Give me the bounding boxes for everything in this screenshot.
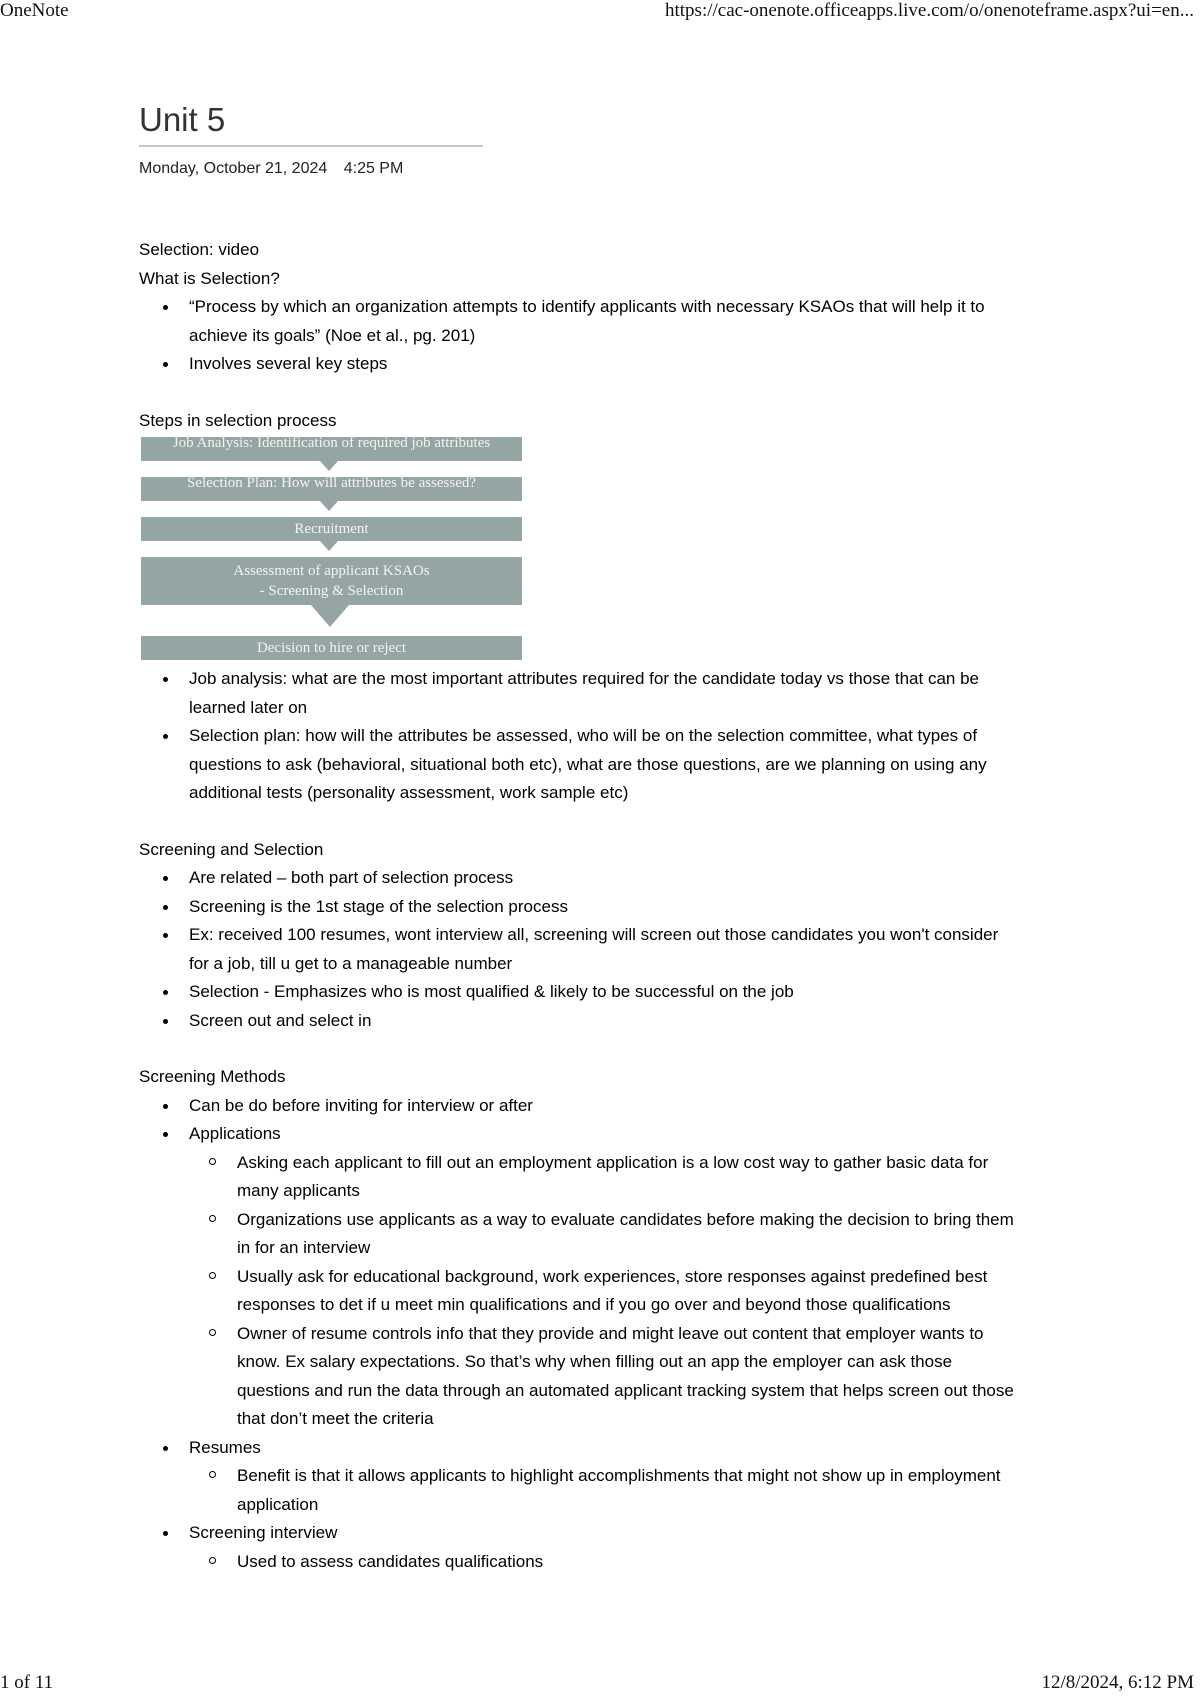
heading-steps: Steps in selection process [139,410,337,430]
heading-screening-methods: Screening Methods [139,1067,286,1086]
flow-arrow-down-icon [320,501,338,511]
list-item-resumes [139,1434,1019,1520]
flow-step-assessment-line2: - Screening & Selection [259,583,404,599]
what-is-list [139,293,1019,379]
list-item-applications [139,1120,1019,1434]
flow-step-selection-plan: Selection Plan: How will attributes be assessed? [141,477,522,501]
flow-step-assessment [141,557,522,605]
sub-list-item: Organizations use applicants as a way to evaluate candidates before making the decision to bring them in for an interview [189,1206,1019,1263]
list-item-label: Applications [189,1124,281,1143]
note-page [139,98,1019,1576]
page-date: Monday, October 21, 2024 [139,160,328,177]
sub-list-item: Used to assess candidates qualifications [189,1548,1019,1577]
flow-step-job-analysis: Job Analysis: Identification of required job attributes [141,437,522,461]
list-item-label: Resumes [189,1437,261,1457]
list-item: “Process by which an organization attempts to identify applicants with necessary KSAOs that will help it to achieve its goals” (Noe et al., pg. 201) [139,293,1019,350]
list-item: Screen out and select in [139,1007,1019,1036]
screening-list [139,864,1019,1035]
steps-list [139,665,1019,808]
list-item: Selection plan: how will the attributes be assessed, who will be on the selection committee, what types of questions to ask (behavioral, situational both etc), what are those questions, are we planning on using any additional tests (personality assessment, work sample etc) [139,722,1019,808]
selection-flowchart [141,437,525,661]
list-item-label: Screening interview [189,1523,338,1542]
flow-arrow-down-icon [320,541,338,551]
note-content[interactable] [139,236,1019,1576]
sub-list-item: Owner of resume controls info that they provide and might leave out content that employer wants to know. Ex salary expectations. So that’s why when filling out an app the employer can ask those questions and run the data through an automated applicant tracking system that helps screen out those that don’t meet the criteria [189,1320,1019,1434]
flow-step-decision: Decision to hire or reject [141,636,522,660]
page-title[interactable]: Unit 5 [139,101,226,138]
sub-list-item: Benefit is that it allows applicants to highlight accomplishments that might not show up in employment application [189,1462,1019,1519]
print-timestamp: 12/8/2024, 6:12 PM [1041,1672,1194,1693]
list-item: Ex: received 100 resumes, wont interview all, screening will screen out those candidates you won't consider for a job, till u get to a manageable number [139,921,1019,978]
print-header-url[interactable]: https://cac-onenote.officeapps.live.com/o/onenoteframe.aspx?ui=en... [665,0,1194,21]
heading-what-is-selection: What is Selection? [139,268,280,288]
flow-arrow-down-icon [320,461,338,471]
list-item: Are related – both part of selection process [139,864,1019,893]
list-item-screening-interview [139,1519,1019,1576]
print-footer [0,1672,1200,1696]
heading-selection-video: Selection: video [139,240,260,259]
applications-sublist [189,1149,1019,1434]
flow-arrow-down-icon [311,605,349,627]
screening-interview-sublist [189,1548,1019,1577]
print-header [0,0,1200,24]
page-datetime [139,158,1019,180]
flow-step-recruitment: Recruitment [141,517,522,541]
title-underline [139,145,483,147]
sub-list-item: Asking each applicant to fill out an employment application is a low cost way to gather basic data for many applicants [189,1149,1019,1206]
page-number: 1 of 11 [0,1672,54,1693]
list-item: Job analysis: what are the most important attributes required for the candidate today vs those that can be learned later on [139,665,1019,722]
print-header-app: OneNote [0,0,69,21]
list-item: Selection - Emphasizes who is most qualified & likely to be successful on the job [139,978,1019,1007]
heading-screening-selection: Screening and Selection [139,839,324,859]
methods-list [139,1092,1019,1577]
list-item: Involves several key steps [139,350,1019,379]
flow-step-assessment-line1: Assessment of applicant KSAOs [233,563,430,579]
resumes-sublist [189,1462,1019,1519]
list-item: Screening is the 1st stage of the selection process [139,893,1019,922]
sub-list-item: Usually ask for educational background, work experiences, store responses against predefined best responses to det if u meet min qualifications and if you go over and beyond those qualifications [189,1263,1019,1320]
page-time: 4:25 PM [343,160,404,177]
list-item: Can be do before inviting for interview or after [139,1092,1019,1121]
